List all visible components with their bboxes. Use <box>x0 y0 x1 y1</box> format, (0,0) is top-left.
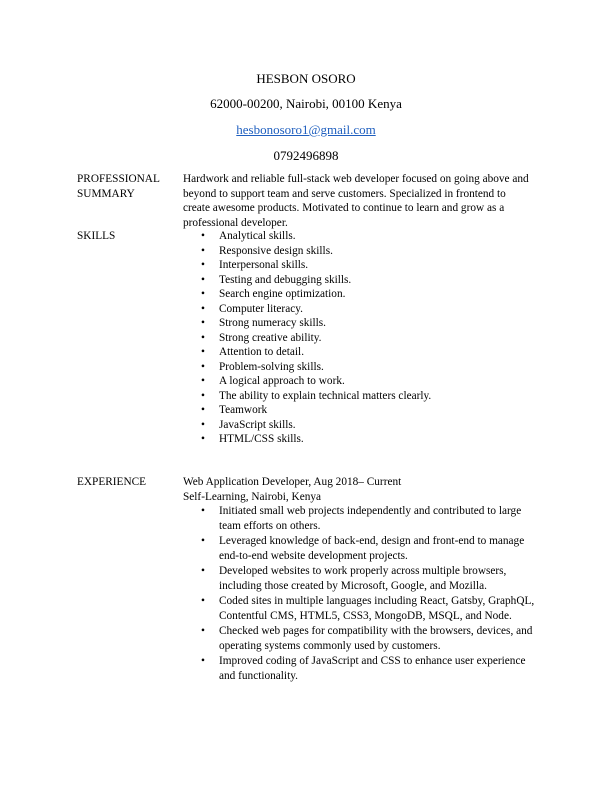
bullet-icon: • <box>201 230 205 242</box>
bullet-icon: • <box>201 655 205 667</box>
skill-item <box>183 418 535 433</box>
experience-entry <box>183 475 535 684</box>
bullet-icon: • <box>201 273 205 286</box>
experience-bullet <box>183 654 535 683</box>
skill-item <box>183 258 535 273</box>
bullet-icon: • <box>201 595 205 607</box>
summary-text: Hardwork and reliable full-stack web developer focused on going above and beyond to support team and serve customers. Specialized in frontend to create awesome products. Motivated to continue to learn and grow as a professional developer. <box>183 173 529 229</box>
bullet-icon: • <box>201 288 205 300</box>
skill-item-text: Interpersonal skills. <box>219 259 309 271</box>
skill-item <box>183 302 535 317</box>
skill-item <box>183 273 535 288</box>
experience-bullet <box>183 624 535 653</box>
job-title: Web Application Developer, Aug 2018– Current <box>183 476 402 488</box>
bullet-icon: • <box>201 331 205 344</box>
experience-bullet <box>183 534 535 563</box>
bullet-icon: • <box>201 244 205 257</box>
bullet-icon: • <box>201 389 205 402</box>
skill-item <box>183 389 535 404</box>
experience-bullet-text: Improved coding of JavaScript and CSS to enhance user experience and functionality. <box>219 655 526 682</box>
bullet-icon: • <box>201 433 205 445</box>
bullet-icon: • <box>201 418 205 431</box>
bullet-icon: • <box>201 302 205 315</box>
skill-item-text: HTML/CSS skills. <box>219 433 304 445</box>
skill-item-text: Attention to detail. <box>219 346 305 358</box>
skill-item <box>183 374 535 389</box>
skill-item-text: Computer literacy. <box>219 302 303 315</box>
phone-number: 0792496898 <box>273 148 339 163</box>
bullet-icon: • <box>201 625 205 637</box>
experience-bullet-text: Checked web pages for compatibility with the browsers, devices, and operating systems commonly used by customers. <box>219 625 533 652</box>
address: 62000-00200, Nairobi, 00100 Kenya <box>210 96 402 111</box>
skill-item-text: Strong numeracy skills. <box>219 317 326 329</box>
skill-item <box>183 345 535 360</box>
experience-bullet <box>183 564 535 593</box>
bullet-icon: • <box>201 346 205 358</box>
skill-item-text: The ability to explain technical matters clearly. <box>219 389 432 402</box>
skill-item-text: Testing and debugging skills. <box>219 273 352 286</box>
summary-section-label <box>77 172 177 201</box>
bullet-icon: • <box>201 259 205 271</box>
skill-item <box>183 331 535 346</box>
bullet-icon: • <box>201 375 205 387</box>
skill-item-text: A logical approach to work. <box>219 375 345 387</box>
bullet-icon: • <box>201 535 205 547</box>
skill-item <box>183 244 535 259</box>
experience-bullet-text: Coded sites in multiple languages including React, Gatsby, GraphQL, Contentful CMS, HTML5, CSS3, MongoDB, MSQL, and Node. <box>219 595 535 622</box>
experience-bullet <box>183 504 535 533</box>
skill-item-text: JavaScript skills. <box>219 418 296 431</box>
bullet-icon: • <box>201 317 205 329</box>
skill-item-text: Strong creative ability. <box>219 331 322 344</box>
skill-item-text: Analytical skills. <box>219 230 296 242</box>
job-company: Self-Learning, Nairobi, Kenya <box>183 490 322 503</box>
summary-label-line1: PROFESSIONAL <box>77 173 160 185</box>
bullet-icon: • <box>201 404 205 416</box>
email-link[interactable]: hesbonosoro1@gmail.com <box>236 122 376 137</box>
skill-item <box>183 316 535 331</box>
skill-item-text: Responsive design skills. <box>219 244 333 257</box>
skill-item <box>183 360 535 375</box>
bullet-icon: • <box>201 360 205 373</box>
bullet-icon: • <box>201 505 205 517</box>
summary-label-line2: SUMMARY <box>77 187 135 200</box>
skill-item <box>183 287 535 302</box>
skill-item-text: Search engine optimization. <box>219 288 346 300</box>
experience-bullet-text: Leveraged knowledge of back-end, design and front-end to manage end-to-end website development projects. <box>219 535 525 562</box>
skill-item-text: Teamwork <box>219 404 268 416</box>
skills-section-label: SKILLS <box>77 230 116 242</box>
experience-bullet <box>183 594 535 623</box>
skills-list <box>183 229 535 447</box>
skill-item-text: Problem-solving skills. <box>219 360 324 373</box>
skill-item <box>183 432 535 447</box>
skill-item <box>183 229 535 244</box>
skill-item <box>183 403 535 418</box>
bullet-icon: • <box>201 565 205 577</box>
experience-bullet-text: Initiated small web projects independently and contributed to large team efforts on others. <box>219 505 522 532</box>
candidate-name: HESBON OSORO <box>256 71 356 86</box>
experience-section-label: EXPERIENCE <box>77 476 147 488</box>
experience-bullet-text: Developed websites to work properly across multiple browsers, including those created by Microsoft, Google, and Mozilla. <box>219 565 507 592</box>
